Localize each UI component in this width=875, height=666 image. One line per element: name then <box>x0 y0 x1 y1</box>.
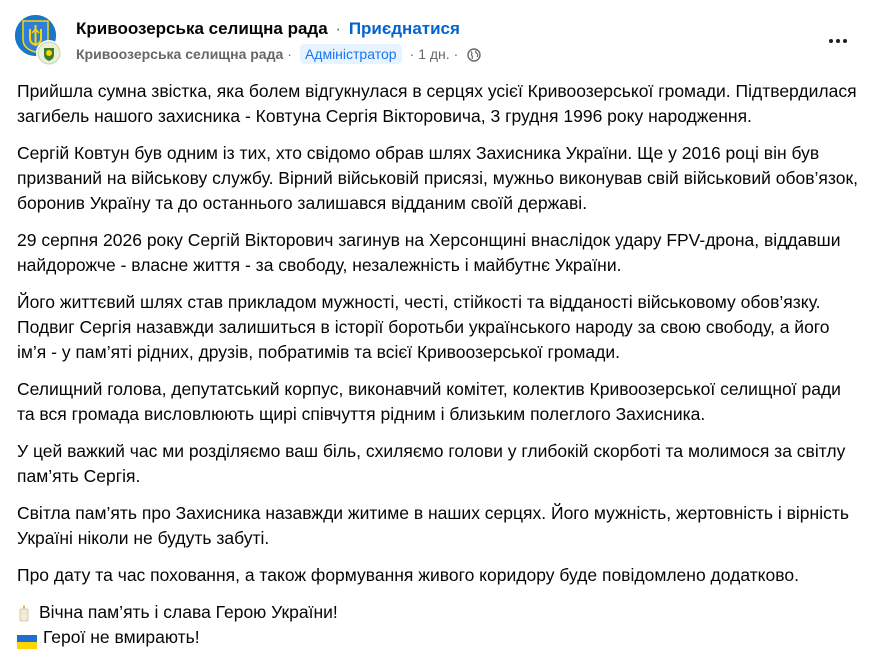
separator-dot: · <box>453 46 459 62</box>
author-emblem-icon <box>37 41 61 65</box>
post-paragraph: Про дату та час поховання, а також формування живого коридору буде повідомлено додатково. <box>17 565 799 585</box>
post-text <box>17 79 862 650</box>
ukraine-flag-icon <box>17 631 37 645</box>
header-meta-line <box>76 44 481 64</box>
post-paragraph: 29 серпня 2026 року Сергій Вікторович загинув на Херсонщині внаслідок удару FPV-дрона, віддавши найдорожче - власне життя - за свободу, незалежність і майбутнє України. <box>17 230 841 275</box>
follow-button[interactable]: Приєднатися <box>348 19 460 38</box>
post-timestamp[interactable]: 1 дн. <box>418 46 450 62</box>
closing-line-text: Вічна пам’ять і слава Герою України! <box>39 602 338 622</box>
page-name-link[interactable]: Кривоозерська селищна рада <box>76 19 328 38</box>
separator-dot: · <box>287 46 292 62</box>
post-paragraph: Селищний голова, депутатський корпус, виконавчий комітет, колектив Кривоозерської селищної ради та вся громада висловлюють щирі співчуття рідним і близьким полеглого Захисника. <box>17 379 841 424</box>
author-avatar[interactable] <box>36 40 62 66</box>
closing-line <box>17 600 862 625</box>
post-paragraph: У цей важкий час ми розділяємо ваш біль, схиляємо голови у глибокій скорботі та молимося за світлу пам’ять Сергія. <box>17 441 846 486</box>
more-horizontal-icon <box>829 39 833 43</box>
more-dot <box>836 39 840 43</box>
separator-dot: · <box>409 46 415 62</box>
header-title-line <box>76 18 460 40</box>
closing-line <box>17 625 862 650</box>
post-paragraph: Світла пам’ять про Захисника назавжди житиме в наших серцях. Його мужність, жертовність і вірність Україні ніколи не будуть забуті. <box>17 503 849 548</box>
post-paragraph: Його життєвий шлях став прикладом мужності, честі, стійкості та відданості військовому обов’язку. Подвиг Сергія назавжди залишиться в історії боротьби українського народу за свою свободу, а його ім’я - у пам’яті рідних, друзів, побратимів та всієї Кривоозерської громади. <box>17 292 830 362</box>
post-paragraph: Прийшла сумна звістка, яка болем відгукнулася в серцях усієї Кривоозерської громади. Підтвердилася загибель нашого захисника - Ковтуна Сергія Вікторовича, 3 грудня 1996 року народження. <box>17 81 857 126</box>
closing-line-text: Герої не вмирають! <box>43 627 200 647</box>
more-dot <box>843 39 847 43</box>
role-badge: Адміністратор <box>300 44 402 64</box>
separator-dot: · <box>335 19 342 38</box>
post-paragraph: Сергій Ковтун був одним із тих, хто свідомо обрав шлях Захисника України. Ще у 2016 році він був призваний на військову службу. Вірний військовій присязі, мужньо виконував свій військовий обов’язок, боронив Україну та до останнього залишався відданим своїй державі. <box>17 143 858 213</box>
author-name-link[interactable]: Кривоозерська селищна рада <box>76 46 284 62</box>
more-options-button[interactable] <box>822 27 854 55</box>
post-header <box>0 0 875 70</box>
candle-icon <box>17 604 31 622</box>
globe-icon[interactable] <box>467 47 481 61</box>
